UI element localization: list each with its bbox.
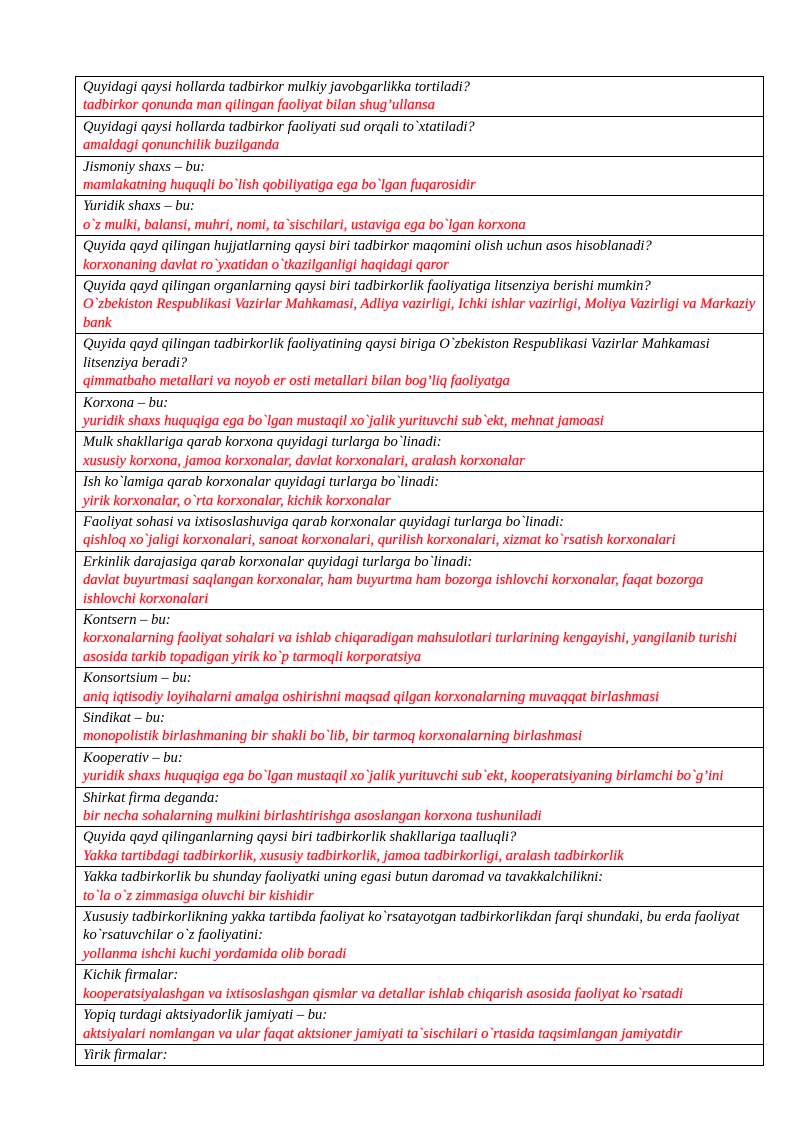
- qa-row: [76, 472, 764, 512]
- answer-text: tadbirkor qonunda man qilingan faoliyat bilan shug’ullansa: [83, 97, 435, 114]
- qa-row: [76, 116, 764, 156]
- answer-text: yollanma ishchi kuchi yordamida olib boradi: [83, 945, 347, 962]
- qa-row: [76, 965, 764, 1005]
- qa-row: [76, 334, 764, 392]
- question-text: Shirkat firma deganda:: [83, 789, 220, 806]
- answer-text: davlat buyurtmasi saqlangan korxonalar, ham buyurtma ham bozorga ishlovchi korxonalar, faqat bozorga ishlovchi korxonalari: [83, 572, 704, 607]
- qa-row: [76, 236, 764, 276]
- qa-row: [76, 432, 764, 472]
- answer-text: bir necha sohalarning mulkini birlashtirishga asoslangan korxona tushuniladi: [83, 808, 542, 825]
- qa-row: [76, 511, 764, 551]
- qa-cell: [76, 867, 764, 907]
- qa-cell: [76, 116, 764, 156]
- qa-row: [76, 196, 764, 236]
- qa-cell: [76, 511, 764, 551]
- qa-cell: [76, 334, 764, 392]
- answer-text: yuridik shaxs huquqiga ega bo`lgan mustaqil xo`jalik yurituvchi sub`ekt, mehnat jamoasi: [83, 412, 604, 429]
- question-text: Quyidagi qaysi hollarda tadbirkor faoliyati sud orqali to`xtatiladi?: [83, 118, 475, 135]
- qa-cell: [76, 472, 764, 512]
- qa-row: [76, 787, 764, 827]
- qa-cell: [76, 196, 764, 236]
- qa-table: [75, 76, 764, 1066]
- qa-cell: [76, 77, 764, 117]
- qa-cell: [76, 1005, 764, 1045]
- answer-text: xususiy korxona, jamoa korxonalar, davlat korxonalari, aralash korxonalar: [83, 452, 525, 469]
- qa-cell: [76, 907, 764, 965]
- qa-cell: [76, 432, 764, 472]
- qa-row: [76, 747, 764, 787]
- answer-text: o`z mulki, balansi, muhri, nomi, ta`sischilari, ustaviga ega bo`lgan korxona: [83, 216, 526, 233]
- question-text: Xususiy tadbirkorlikning yakka tartibda faoliyat ko`rsatayotgan tadbirkorlikdan farqi shundaki, bu erda faoliyat ko`rsatuvchilar o`z faoliyatini:: [83, 909, 740, 944]
- qa-row: [76, 609, 764, 667]
- qa-cell: [76, 1044, 764, 1065]
- qa-cell: [76, 747, 764, 787]
- question-text: Korxona – bu:: [83, 394, 169, 411]
- answer-text: O`zbekiston Respublikasi Vazirlar Mahkamasi, Adliya vazirligi, Ichki ishlar vazirligi, Moliya Vazirligi va Markaziy bank: [83, 296, 756, 331]
- qa-row: [76, 1005, 764, 1045]
- answer-text: korxonaning davlat ro`yxatidan o`tkazilganligi haqidagi qaror: [83, 256, 449, 273]
- question-text: Kontsern – bu:: [83, 611, 171, 628]
- qa-cell: [76, 787, 764, 827]
- answer-text: korxonalarning faoliyat sohalari va ishlab chiqaradigan mahsulotlari turlarining kengayishi, yangilanib turishi asosida tarkib topadigan yirik ko`p tarmoqli korporatsiya: [83, 630, 737, 665]
- question-text: Kichik firmalar:: [83, 967, 179, 984]
- answer-text: yirik korxonalar, o`rta korxonalar, kichik korxonalar: [83, 492, 391, 509]
- answer-text: amaldagi qonunchilik buzilganda: [83, 137, 280, 154]
- question-text: Quyida qayd qilingan organlarning qaysi biri tadbirkorlik faoliyatiga litsenziya berishi mumkin?: [83, 278, 651, 295]
- question-text: Konsortsium – bu:: [83, 670, 192, 687]
- qa-cell: [76, 276, 764, 334]
- question-text: Yuridik shaxs – bu:: [83, 198, 195, 215]
- qa-row: [76, 156, 764, 196]
- answer-text: yuridik shaxs huquqiga ega bo`lgan mustaqil xo`jalik yurituvchi sub`ekt, kooperatsiyaning birlamchi bo`g’ini: [83, 768, 724, 785]
- qa-row: [76, 77, 764, 117]
- qa-cell: [76, 965, 764, 1005]
- question-text: Faoliyat sohasi va ixtisoslashuviga qarab korxonalar quyidagi turlarga bo`linadi:: [83, 513, 565, 530]
- qa-cell: [76, 668, 764, 708]
- question-text: Quyida qayd qilinganlarning qaysi biri tadbirkorlik shakllariga taalluqli?: [83, 829, 517, 846]
- answer-text: qimmatbaho metallari va noyob er osti metallari bilan bog’liq faoliyatga: [83, 373, 510, 390]
- question-text: Quyida qayd qilingan hujjatlarning qaysi biri tadbirkor maqomini olish uchun asos hisoblanadi?: [83, 238, 652, 255]
- qa-row: [76, 551, 764, 609]
- question-text: Jismoniy shaxs – bu:: [83, 158, 206, 175]
- answer-text: qishloq xo`jaligi korxonalari, sanoat korxonalari, qurilish korxonalari, xizmat ko`rsatish korxonalari: [83, 532, 676, 549]
- qa-row: [76, 276, 764, 334]
- question-text: Quyida qayd qilingan tadbirkorlik faoliyatining qaysi biriga O`zbekiston Respublikasi Vazirlar Mahkamasi litsenziya beradi?: [83, 336, 710, 371]
- qa-row: [76, 907, 764, 965]
- qa-cell: [76, 551, 764, 609]
- qa-row: [76, 1044, 764, 1065]
- answer-text: aniq iqtisodiy loyihalarni amalga oshirishni maqsad qilgan korxonalarning muvaqqat birlashmasi: [83, 688, 660, 705]
- question-text: Mulk shakllariga qarab korxona quyidagi turlarga bo`linadi:: [83, 434, 442, 451]
- question-text: Quyidagi qaysi hollarda tadbirkor mulkiy javobgarlikka tortiladi?: [83, 79, 470, 95]
- qa-cell: [76, 609, 764, 667]
- answer-text: kooperatsiyalashgan va ixtisoslashgan qismlar va detallar ishlab chiqarish asosida faoliyat ko`rsatadi: [83, 985, 683, 1002]
- qa-row: [76, 827, 764, 867]
- answer-text: to`la o`z zimmasiga oluvchi bir kishidir: [83, 887, 314, 904]
- question-text: Ish ko`lamiga qarab korxonalar quyidagi turlarga bo`linadi:: [83, 474, 440, 491]
- qa-row: [76, 392, 764, 432]
- answer-text: mamlakatning huquqli bo`lish qobiliyatiga ega bo`lgan fuqarosidir: [83, 177, 476, 194]
- question-text: Yopiq turdagi aktsiyadorlik jamiyati – bu:: [83, 1007, 328, 1024]
- qa-cell: [76, 236, 764, 276]
- question-text: Yirik firmalar:: [83, 1046, 168, 1063]
- question-text: Yakka tadbirkorlik bu shunday faoliyatki uning egasi butun daromad va tavakkalchilikni:: [83, 869, 604, 886]
- qa-cell: [76, 708, 764, 748]
- answer-text: Yakka tartibdagi tadbirkorlik, xususiy tadbirkorlik, jamoa tadbirkorligi, aralash tadbirkorlik: [83, 847, 624, 864]
- qa-cell: [76, 392, 764, 432]
- question-text: Kooperativ – bu:: [83, 749, 183, 766]
- qa-row: [76, 668, 764, 708]
- question-text: Sindikat – bu:: [83, 710, 165, 726]
- answer-text: aktsiyalari nomlangan va ular faqat aktsioner jamiyati ta`sischilari o`rtasida taqsimlangan jamiyatdir: [83, 1025, 683, 1042]
- qa-row: [76, 708, 764, 748]
- question-text: Erkinlik darajasiga qarab korxonalar quyidagi turlarga bo`linadi:: [83, 553, 473, 570]
- qa-row: [76, 867, 764, 907]
- answer-text: monopolistik birlashmaning bir shakli bo`lib, bir tarmoq korxonalarning birlashmasi: [83, 728, 583, 745]
- qa-cell: [76, 156, 764, 196]
- qa-cell: [76, 827, 764, 867]
- qa-table-body: [76, 77, 764, 1066]
